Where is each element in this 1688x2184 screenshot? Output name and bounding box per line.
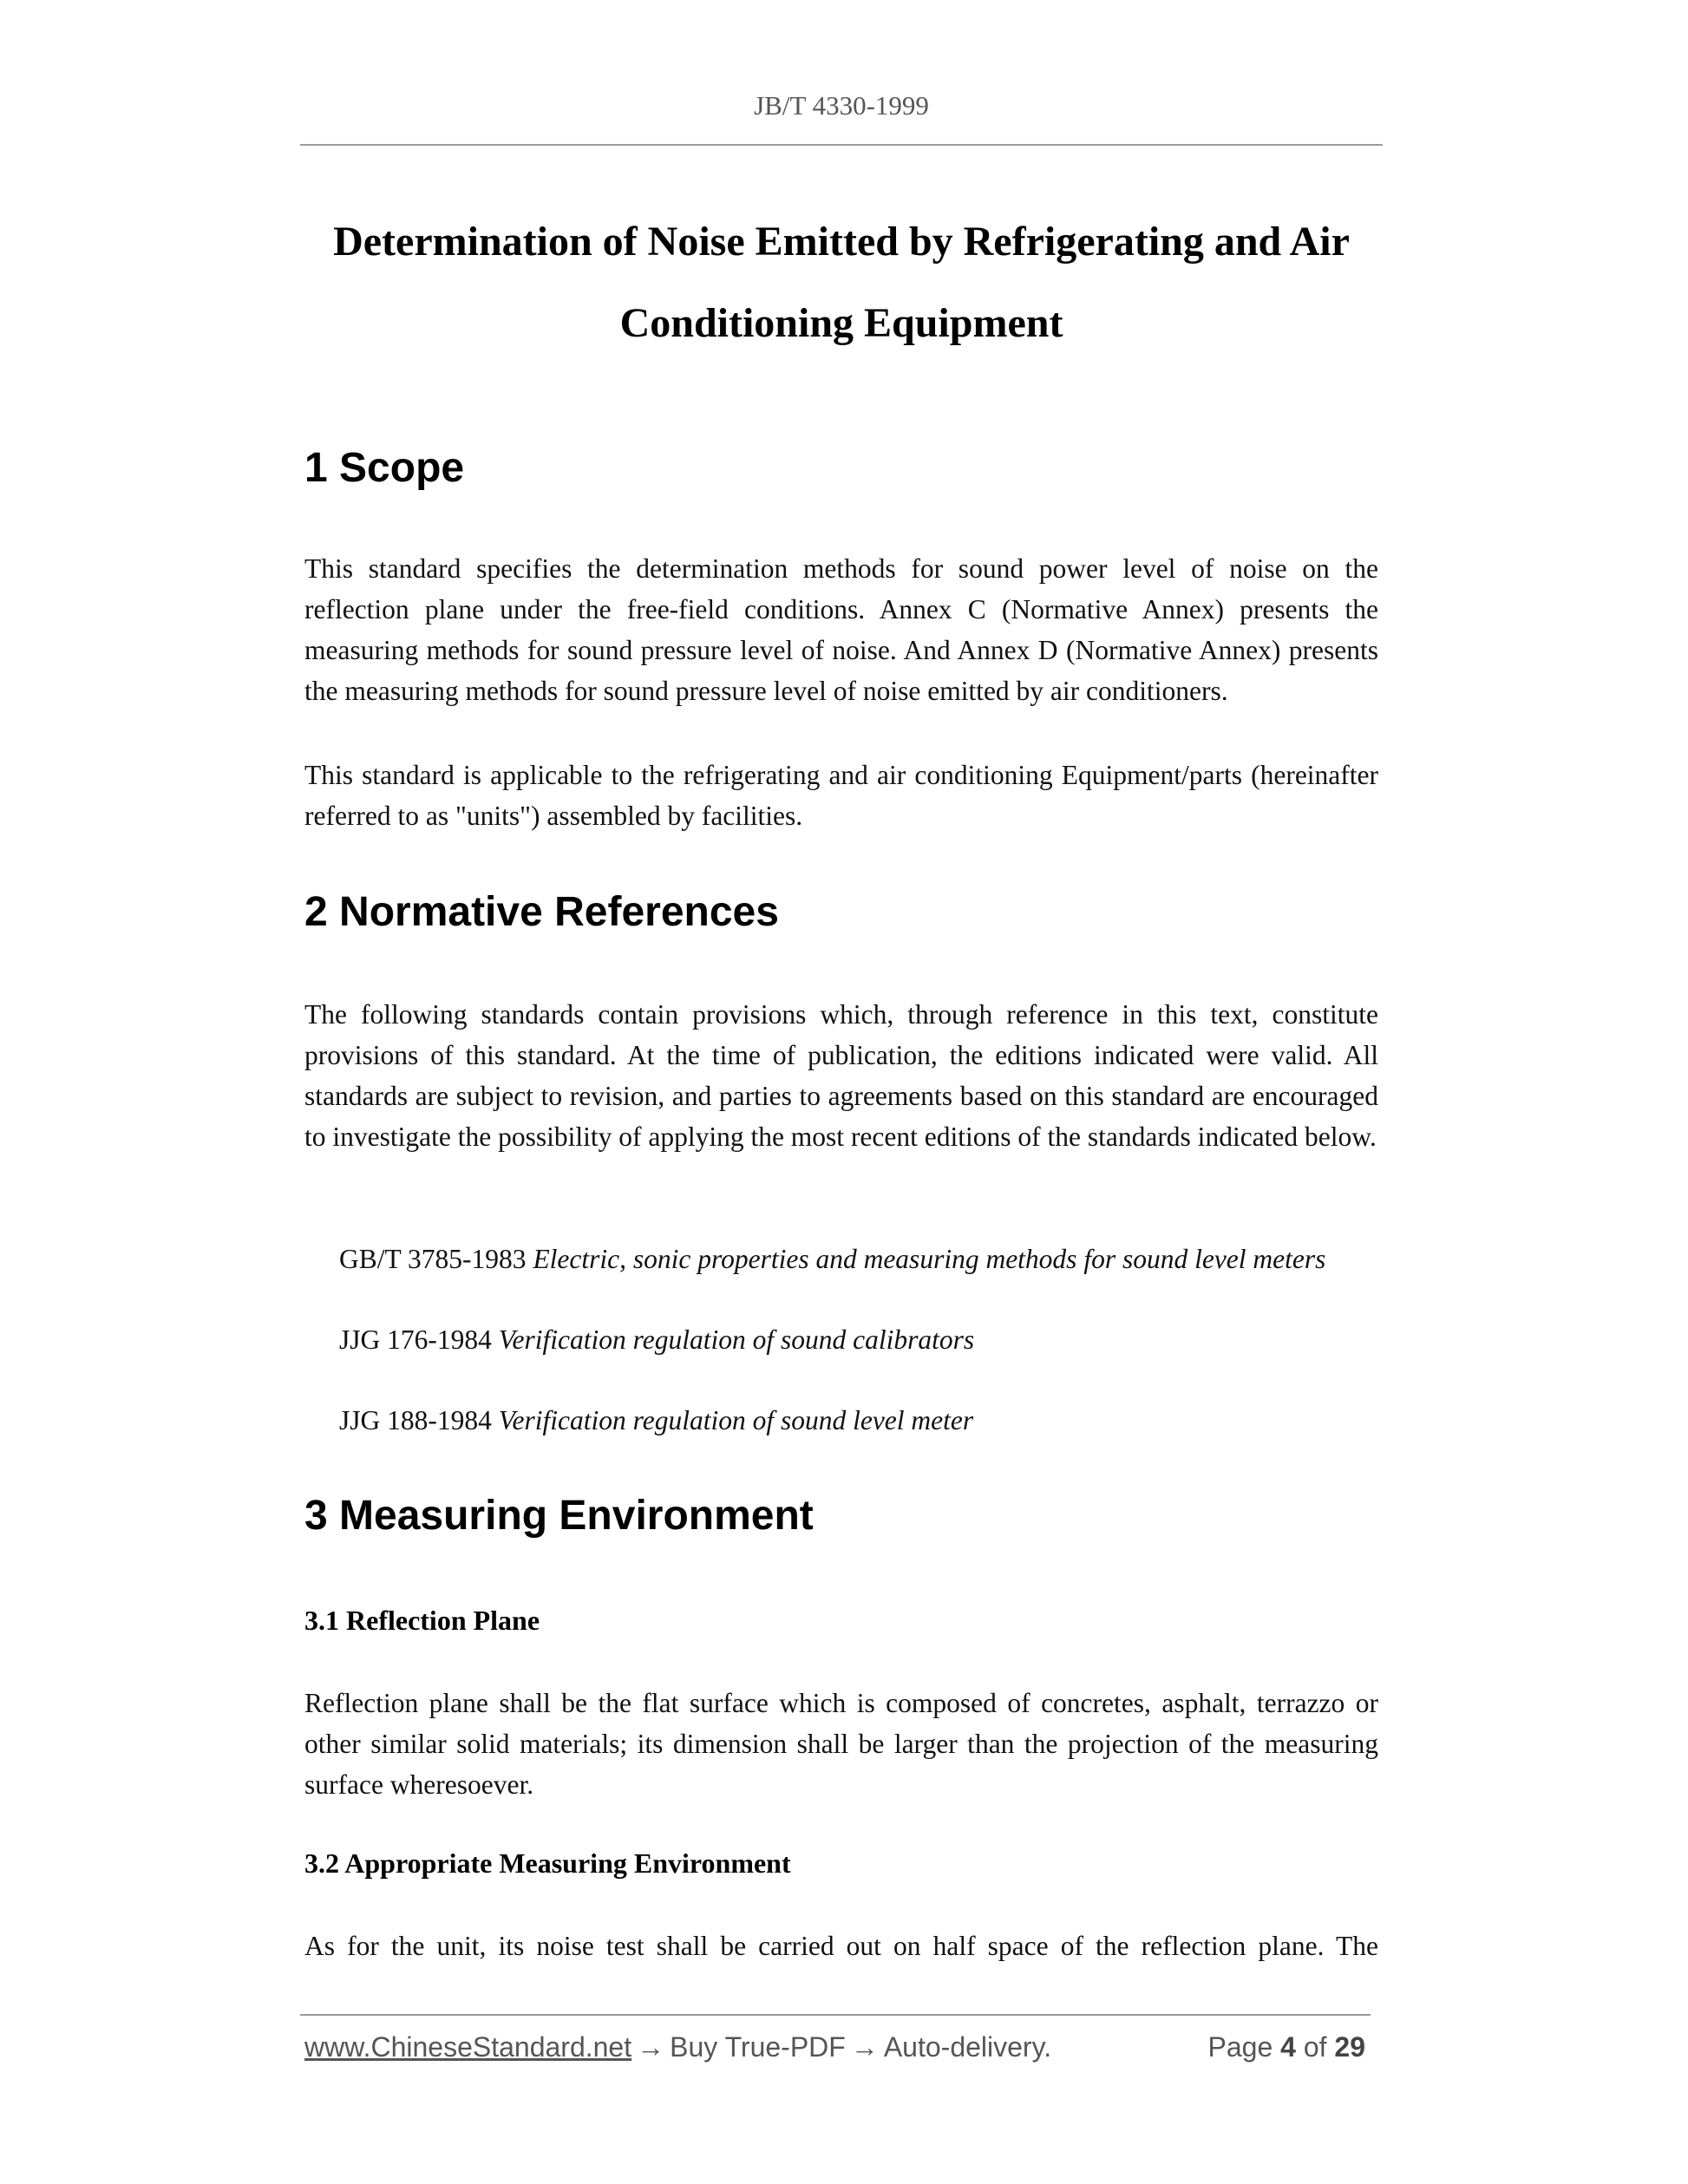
reference-code: GB/T 3785-1983 [339, 1244, 527, 1274]
website-link[interactable]: www.ChineseStandard.net [304, 2031, 632, 2063]
scope-paragraph-2: This standard is applicable to the refrigerating and air conditioning Equipment/parts (hereinafter referred to as "units") assembled by facilities. [304, 760, 1378, 831]
header-divider [300, 144, 1383, 146]
reference-title: Electric, sonic properties and measuring methods for sound level meters [533, 1244, 1326, 1274]
current-page-number: 4 [1280, 2031, 1296, 2063]
footer-promo [304, 2031, 1051, 2063]
total-pages-number: 29 [1334, 2031, 1365, 2063]
section-heading-normative-references: 2 Normative References [304, 889, 779, 935]
buy-true-pdf-text: Buy True-PDF [670, 2031, 846, 2063]
reference-item [339, 1319, 974, 1360]
reference-code: JJG 176-1984 [339, 1324, 492, 1355]
arrow-right-icon: → [850, 2031, 879, 2063]
subsection-heading-appropriate-environment: 3.2 Appropriate Measuring Environment [304, 1847, 791, 1879]
reflection-plane-paragraph: Reflection plane shall be the flat surface which is composed of concretes, asphalt, terrazzo or other similar solid materials; its dimension shall be larger than the projection of the measuring surface wheresoever. [304, 1688, 1378, 1800]
scope-paragraph-1: This standard specifies the determination methods for sound power level of noise on the reflection plane under the free-field conditions. Annex C (Normative Annex) presents the measuring methods for sound pressure level of noise. And Annex D (Normative Annex) presents the measuring methods for sound pressure level of noise emitted by air conditioners. [304, 553, 1378, 706]
arrow-right-icon: → [637, 2031, 665, 2063]
reference-title: Verification regulation of sound calibrators [498, 1324, 975, 1355]
page-indicator [1208, 2031, 1365, 2063]
reference-code: JJG 188-1984 [339, 1405, 492, 1435]
footer-divider [300, 2014, 1371, 2016]
page-footer [304, 2031, 1371, 2073]
document-title [300, 201, 1383, 364]
reference-item [339, 1400, 973, 1441]
reference-title: Verification regulation of sound level meter [498, 1405, 974, 1435]
subsection-heading-reflection-plane: 3.1 Reflection Plane [304, 1605, 540, 1636]
document-title-line-2: Conditioning Equipment [619, 300, 1063, 346]
section-heading-scope: 1 Scope [304, 445, 465, 491]
auto-delivery-text: Auto-delivery. [883, 2031, 1052, 2063]
appropriate-environment-paragraph: As for the unit, its noise test shall be carried out on half space of the reflection plane. The [304, 1931, 1378, 1961]
references-paragraph: The following standards contain provisions which, through reference in this text, constitute provisions of this standard. At the time of publication, the editions indicated were valid. All standards are subject to revision, and parties to agreements based on this standard are encouraged to investigate the possibility of applying the most recent editions of the standards indicated below. [304, 999, 1378, 1152]
of-label: of [1303, 2031, 1327, 2063]
page-label: Page [1207, 2031, 1273, 2063]
document-title-line-1: Determination of Noise Emitted by Refrigerating and Air [333, 219, 1350, 265]
running-header: JB/T 4330-1999 [754, 90, 929, 121]
reference-item [339, 1239, 1325, 1279]
section-heading-measuring-environment: 3 Measuring Environment [304, 1493, 814, 1539]
